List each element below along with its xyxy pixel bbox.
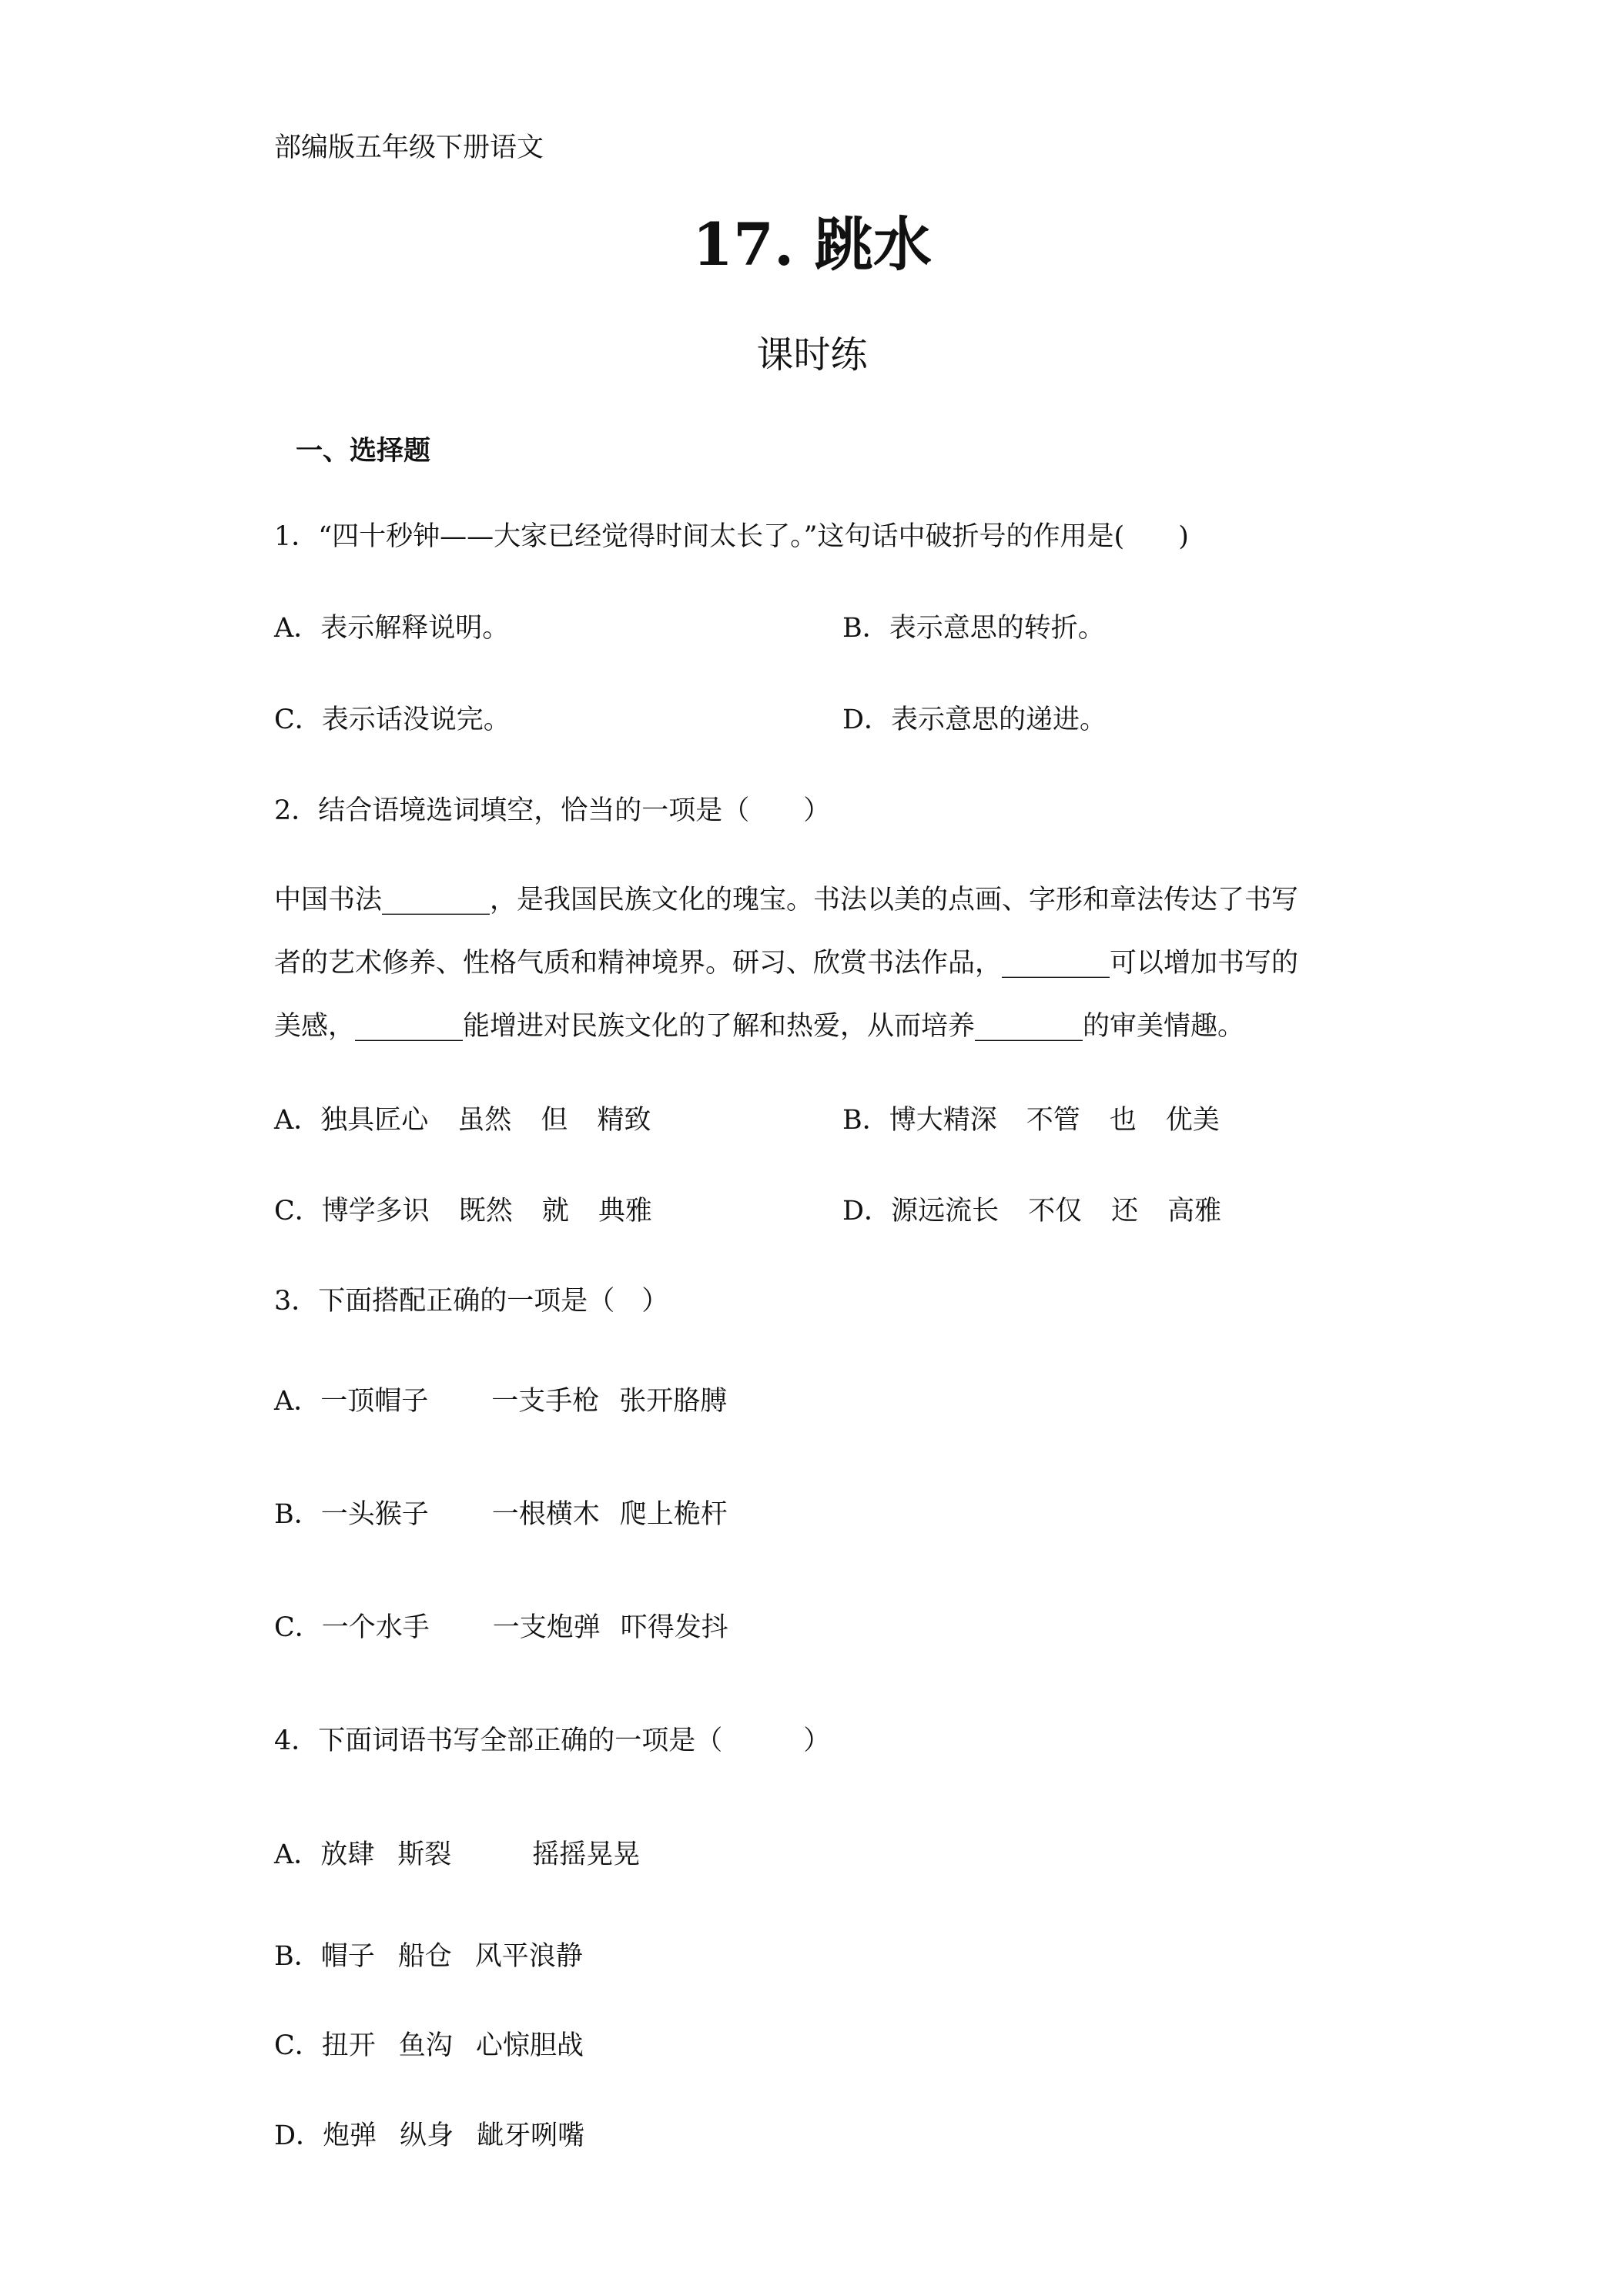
- option-phrase: 一顶帽子: [320, 1386, 429, 1417]
- option-word: 优美: [1165, 1105, 1220, 1136]
- q1-option-a: A．表示解释说明。: [274, 613, 510, 644]
- option-phrase: 一根横木: [491, 1499, 600, 1530]
- option-word: 心惊胆战: [475, 2030, 584, 2061]
- q4-option-c: [274, 2030, 584, 2061]
- page-title: 17. 跳水: [692, 210, 932, 279]
- option-word: 高雅: [1167, 1196, 1222, 1227]
- q3-option-a: [274, 1388, 727, 1415]
- option-label: C．: [274, 1612, 322, 1643]
- option-phrase: 张开胳膊: [619, 1386, 728, 1417]
- option-phrase: 一个水手: [321, 1612, 430, 1643]
- option-word: 不仅: [1028, 1196, 1083, 1227]
- option-word: 摇摇晃晃: [532, 1839, 641, 1870]
- option-label: C．: [274, 2030, 322, 2061]
- option-word: 虽然: [457, 1105, 512, 1136]
- q1-option-d: D．表示意思的递进。: [842, 705, 1107, 735]
- q2-passage-line-3: 美感，________能增进对民族文化的了解和热爱，从而培养________的审美情趣。: [274, 1011, 1245, 1042]
- option-word: 就: [541, 1196, 569, 1227]
- option-label: D．: [274, 2120, 323, 2151]
- option-word: 精致: [597, 1105, 651, 1136]
- q2-option-a: [274, 1107, 651, 1134]
- q4-option-b: [274, 1943, 583, 1970]
- option-word: 不管: [1026, 1105, 1080, 1136]
- option-word: 扭开: [321, 2030, 376, 2061]
- q3-option-b: [274, 1501, 728, 1528]
- option-word: 博学多识: [321, 1196, 430, 1227]
- q2-passage-line-2: 者的艺术修养、性格气质和精神境界。研习、欣赏书法作品，________可以增加书写的: [274, 948, 1299, 979]
- option-word: 鱼沟: [398, 2030, 453, 2061]
- option-word: 既然: [458, 1196, 513, 1227]
- option-word: 典雅: [598, 1196, 652, 1227]
- q2-passage-line-1: 中国书法________，是我国民族文化的瑰宝。书法以美的点画、字形和章法传达了书写: [274, 885, 1299, 915]
- option-word: 纵身: [400, 2120, 454, 2151]
- option-label: D．: [842, 1196, 892, 1227]
- option-word: 也: [1109, 1105, 1137, 1136]
- q4-option-d: [274, 2120, 585, 2151]
- option-word: 但: [541, 1105, 568, 1136]
- q3-option-c: [274, 1612, 728, 1643]
- option-word: 独具匠心: [320, 1105, 429, 1136]
- option-label: B．: [842, 1105, 889, 1136]
- option-word: 放肆: [320, 1839, 375, 1870]
- option-word: 龇牙咧嘴: [477, 2120, 585, 2151]
- q1-stem: 1．“四十秒钟——大家已经觉得时间太长了。”这句话中破折号的作用是( ): [274, 521, 1189, 552]
- option-word: 源远流长: [891, 1196, 1000, 1227]
- option-label: C．: [274, 1196, 322, 1227]
- q4-option-a: [274, 1839, 641, 1870]
- q2-option-d: [842, 1198, 1221, 1225]
- q1-option-b: B．表示意思的转折。: [842, 613, 1105, 644]
- option-label: B．: [274, 1499, 321, 1530]
- option-phrase: 一头猴子: [320, 1499, 429, 1530]
- option-word: 斯裂: [397, 1839, 452, 1870]
- q2-option-b: [842, 1107, 1220, 1134]
- q2-stem: 2．结合语境选词填空，恰当的一项是（ ）: [274, 795, 831, 826]
- option-word: 帽子: [320, 1941, 375, 1972]
- q1-option-c: C．表示话没说完。: [274, 705, 511, 735]
- q2-option-c: [274, 1198, 652, 1225]
- header-note: 部编版五年级下册语文: [274, 132, 544, 163]
- page-subtitle: 课时练: [756, 333, 868, 377]
- q4-stem: 4．下面词语书写全部正确的一项是（ ）: [274, 1725, 831, 1756]
- option-word: 炮弹: [323, 2120, 377, 2151]
- option-phrase: 一支炮弹: [492, 1612, 601, 1643]
- option-label: A．: [274, 1386, 321, 1417]
- option-word: 风平浪静: [474, 1941, 583, 1972]
- option-label: B．: [274, 1941, 321, 1972]
- q3-stem: 3．下面搭配正确的一项是（ ）: [274, 1286, 669, 1317]
- option-phrase: 爬上桅杆: [619, 1499, 728, 1530]
- option-phrase: 一支手枪: [491, 1386, 600, 1417]
- option-word: 还: [1111, 1196, 1139, 1227]
- option-label: A．: [274, 1839, 321, 1870]
- option-phrase: 吓得发抖: [620, 1612, 728, 1643]
- option-label: A．: [274, 1105, 321, 1136]
- section-heading: 一、选择题: [296, 435, 431, 467]
- option-word: 博大精深: [889, 1105, 997, 1136]
- option-word: 船仓: [397, 1941, 452, 1972]
